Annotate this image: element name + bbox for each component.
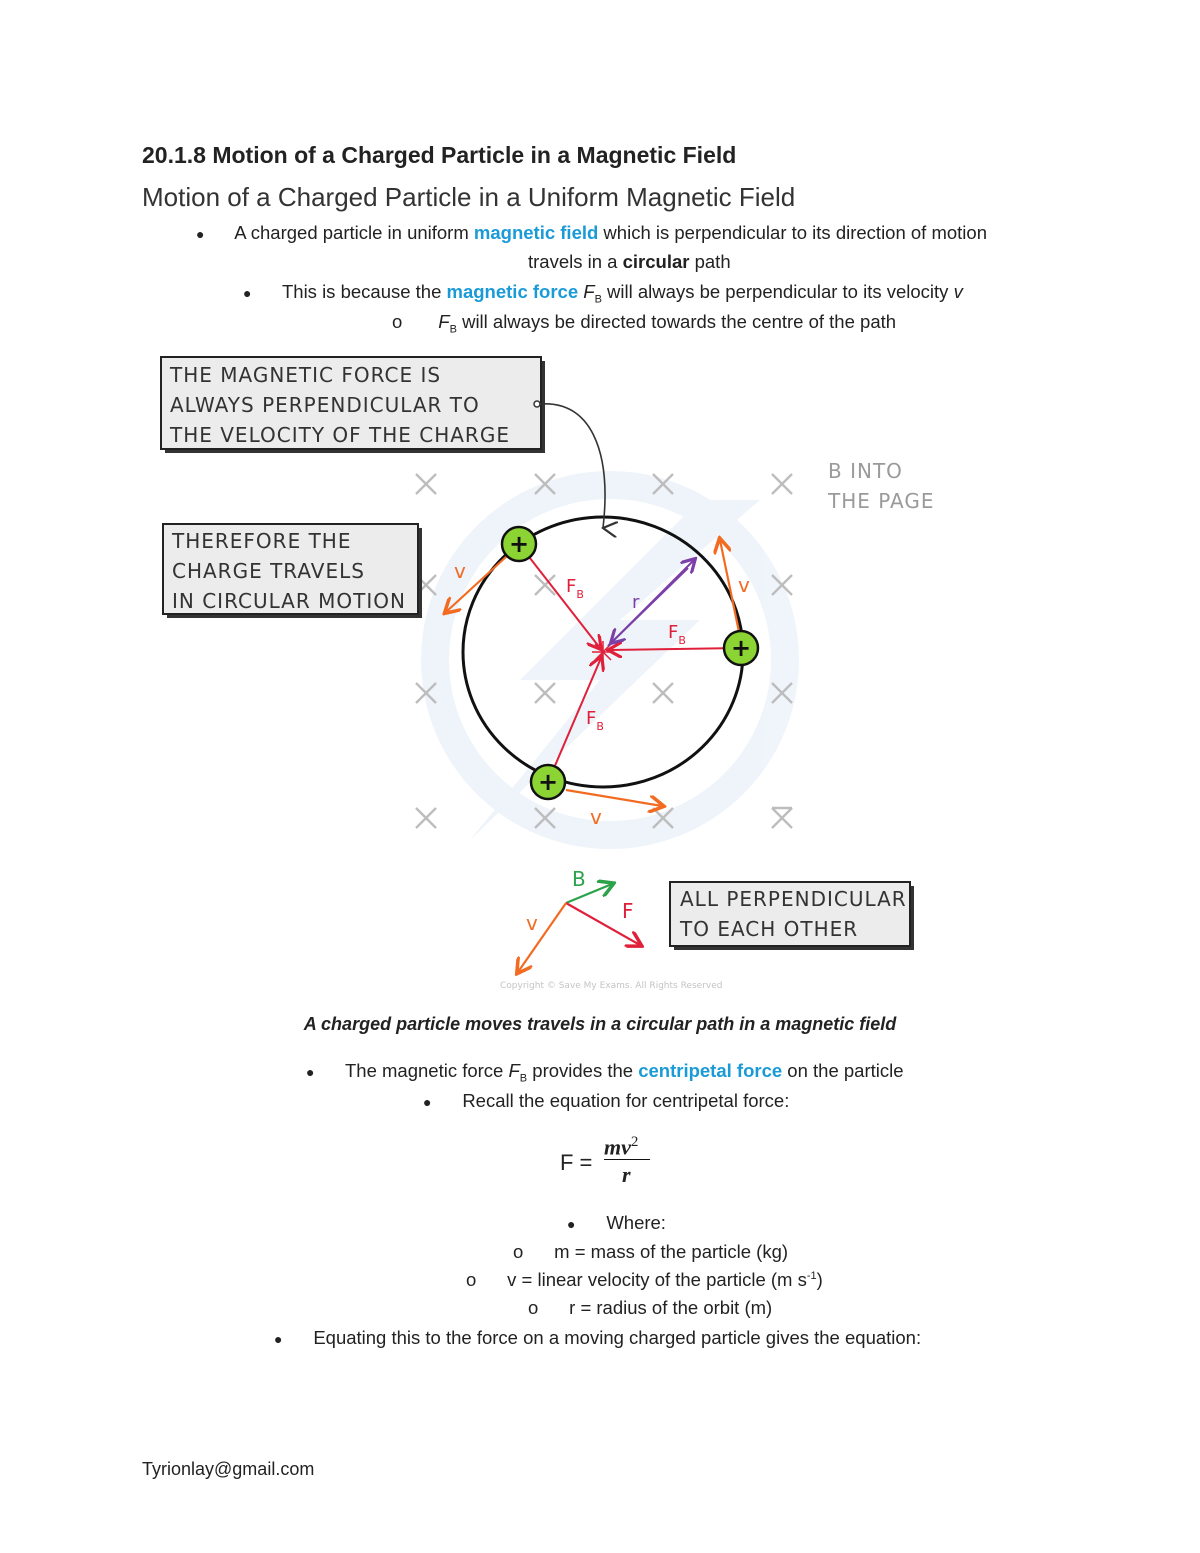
fb-label-right: $F_B$ (668, 622, 686, 647)
callout3-line2: TO EACH OTHER (680, 917, 859, 941)
charge-right (724, 631, 758, 665)
bullet-dot: ● (306, 1064, 315, 1080)
footer-email: Tyrionlay@gmail.com (142, 1459, 315, 1479)
charge-top (502, 527, 536, 561)
callout1-line2: ALWAYS PERPENDICULAR TO (170, 393, 480, 417)
formula-lhs: F = (560, 1150, 593, 1175)
callout2-line1: THEREFORE THE (172, 529, 352, 553)
bullet-centripetal: ● The magnetic force $F_B$ provides the centripetal force on the particle (306, 1060, 904, 1085)
cross-icon (653, 683, 673, 703)
force-arrow-top (519, 544, 600, 648)
cross-icon (535, 683, 555, 703)
bullet-dot: ● (567, 1216, 576, 1232)
callout-all-perpendicular (670, 882, 914, 950)
field-label-line2: THE PAGE (828, 489, 935, 513)
bullet-dot: ● (423, 1094, 432, 1110)
figure-caption: A charged particle moves travels in a circular path in a magnetic field (303, 1014, 897, 1034)
bullet-dot: ● (243, 285, 252, 301)
bullet-3: o $F_B$ will always be directed towards the centre of the path (392, 311, 897, 336)
v-axis-label: v (526, 911, 538, 935)
b-axis-label: B (572, 867, 586, 891)
callout-circular-motion (163, 524, 422, 618)
field-label-line1: B INTO (828, 459, 903, 483)
bullet-circle: o (392, 311, 403, 332)
formula-denominator: r (622, 1162, 631, 1187)
fb-label-top: $F_B$ (566, 576, 584, 601)
callout3-line1: ALL PERPENDICULAR (680, 887, 907, 911)
bullet-recall: ● Recall the equation for centripetal force: (423, 1090, 790, 1111)
centripetal-force-link[interactable]: centripetal force (638, 1060, 783, 1081)
page-subheading: Motion of a Charged Particle in a Uniform Magnetic Field (142, 182, 796, 212)
bullet-1: ● A charged particle in uniform magnetic field which is perpendicular to its direction of motion (196, 222, 987, 243)
fb-label-bottom: $F_B$ (586, 708, 604, 733)
cross-icon (772, 474, 792, 494)
callout1-line3: THE VELOCITY OF THE CHARGE (170, 423, 510, 447)
svg-text:+: + (730, 634, 752, 662)
copyright-notice: Copyright © Save My Exams. All Rights Reserved (500, 981, 723, 991)
callout2-line3: IN CIRCULAR MOTION (172, 589, 406, 613)
def-velocity: o v = linear velocity of the particle (m $s^{-1}$) (466, 1269, 823, 1290)
v-label-right: v (738, 573, 750, 597)
velocity-arrow-bottom (566, 790, 662, 806)
fraction-bar (604, 1159, 650, 1160)
formula-numerator: $mv^2$ (604, 1134, 639, 1160)
def-mass: o m = mass of the particle (kg) (513, 1241, 789, 1262)
magnetic-force-link[interactable]: magnetic force (446, 281, 579, 302)
bullet-2: ● This is because the magnetic force $F_B$ will always be perpendicular to its velocity v (243, 281, 963, 306)
svg-text:+: + (537, 768, 559, 796)
magnetic-field-link[interactable]: magnetic field (473, 222, 599, 243)
page-heading: 20.1.8 Motion of a Charged Particle in a Magnetic Field (142, 142, 737, 168)
cross-icon (772, 808, 792, 828)
r-label: r (632, 592, 640, 613)
cross-icon (416, 808, 436, 828)
bullet-dot: ● (274, 1331, 283, 1347)
bullet-dot: ● (196, 226, 205, 242)
f-axis-label: F (622, 899, 634, 923)
magnetic-field-diagram (0, 340, 1200, 1000)
v-label-bottom: v (590, 805, 602, 829)
svg-text:+: + (508, 530, 530, 558)
cross-icon (416, 474, 436, 494)
perpendicular-axes (518, 867, 640, 972)
bullet-where: ● Where: (567, 1212, 666, 1233)
bullet-1-continuation: travels in a circular path (528, 251, 731, 272)
bullet-equating: ● Equating this to the force on a moving charged particle gives the equation: (274, 1327, 922, 1348)
callout2-line2: CHARGE TRAVELS (172, 559, 365, 583)
charge-bottom (531, 765, 565, 799)
v-label-top: v (454, 559, 466, 583)
def-radius: o r = radius of the orbit (m) (528, 1297, 773, 1318)
callout1-line1: THE MAGNETIC FORCE IS (170, 363, 442, 387)
